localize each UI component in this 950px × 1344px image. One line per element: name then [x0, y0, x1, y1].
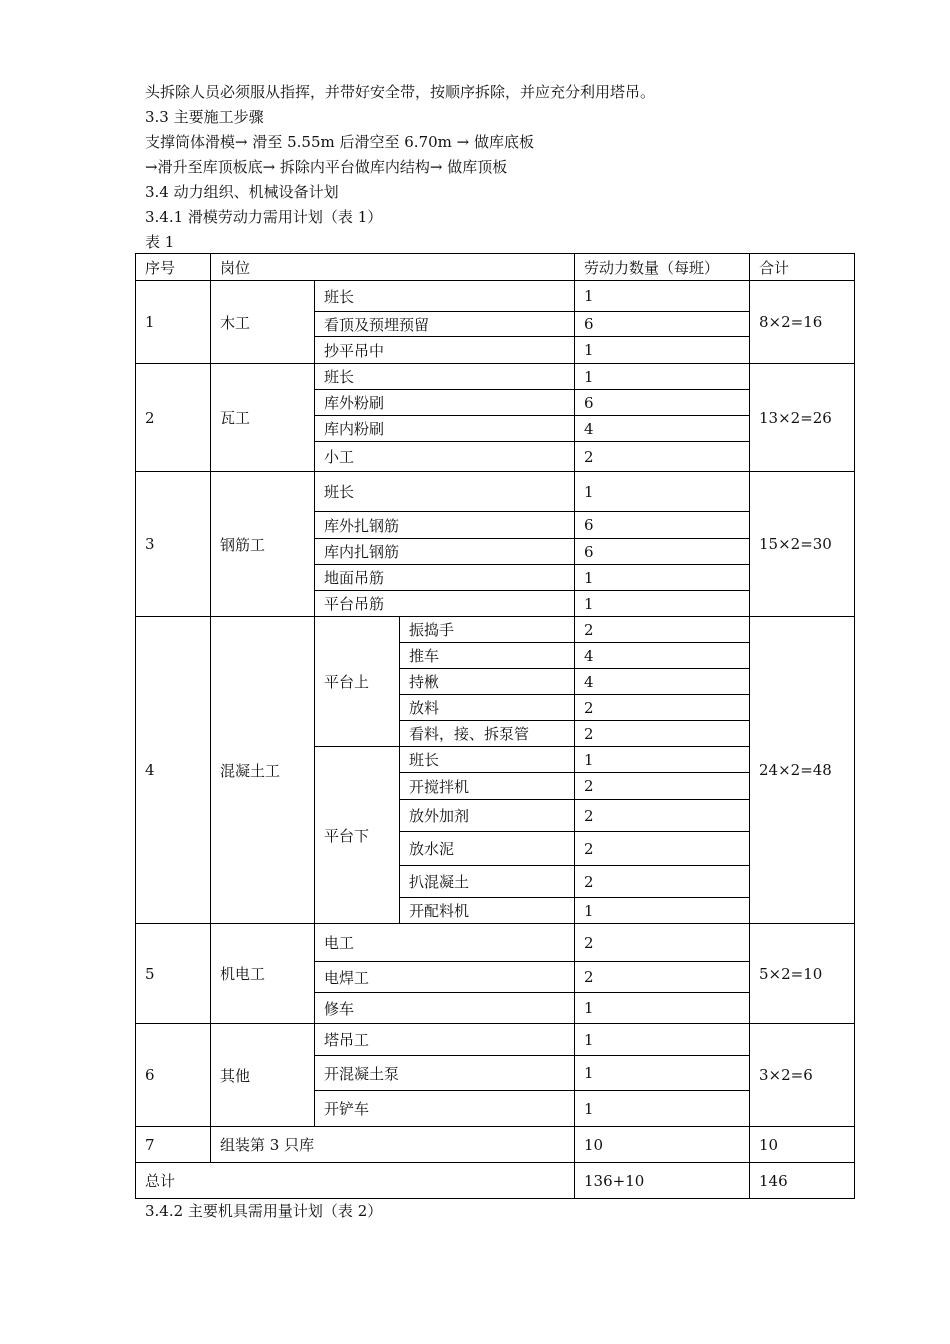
- count-cell: 4: [574, 642, 750, 669]
- group-seq: 4: [135, 616, 211, 924]
- role-cell: 看料，接、拆泵管: [399, 720, 575, 747]
- steps-line-1: 支撑筒体滑模→ 滑至 5.55m 后滑空至 6.70m → 做库底板: [145, 133, 534, 151]
- role-cell: 抄平吊中: [314, 336, 575, 364]
- group-seq: 2: [135, 363, 211, 472]
- count-cell: 6: [574, 538, 750, 565]
- header-total: 合计: [749, 253, 855, 281]
- group-seq: 5: [135, 923, 211, 1024]
- role-cell: 持楸: [399, 668, 575, 695]
- count-cell: 2: [574, 961, 750, 993]
- role-cell: 放外加剂: [399, 799, 575, 832]
- count-cell: 1: [574, 336, 750, 364]
- role-cell: 推车: [399, 642, 575, 669]
- role-cell: 库外粉刷: [314, 389, 575, 416]
- section-heading-3-4-1: 3.4.1 滑模劳动力需用计划（表 1）: [145, 208, 383, 226]
- count-cell: 2: [574, 923, 750, 962]
- role-cell: 库外扎钢筋: [314, 511, 575, 539]
- role-cell: 修车: [314, 992, 575, 1024]
- role-cell: 塔吊工: [314, 1023, 575, 1056]
- count-cell: 1: [574, 1055, 750, 1091]
- section-heading-3-3: 3.3 主要施工步骤: [145, 108, 264, 126]
- role-cell: 看顶及预埋预留: [314, 311, 575, 337]
- role-cell: 开搅拌机: [399, 772, 575, 800]
- count-cell: 2: [574, 772, 750, 800]
- count-cell: 6: [574, 311, 750, 337]
- role-cell: 开混凝土泵: [314, 1055, 575, 1091]
- count-cell: 4: [574, 415, 750, 442]
- row7-total: 10: [749, 1126, 855, 1163]
- role-cell: 扒混凝土: [399, 865, 575, 898]
- subgroup-name: 平台下: [314, 746, 400, 924]
- intro-paragraph: 头拆除人员必须服从指挥，并带好安全带，按顺序拆除，并应充分利用塔吊。: [145, 83, 656, 101]
- role-cell: 班长: [314, 280, 575, 312]
- count-cell: 2: [574, 441, 750, 472]
- role-cell: 班长: [399, 746, 575, 773]
- role-cell: 地面吊筋: [314, 564, 575, 591]
- count-cell: 1: [574, 363, 750, 390]
- steps-line-2: →滑升至库顶板底→ 拆除内平台做库内结构→ 做库顶板: [145, 158, 508, 176]
- count-cell: 6: [574, 389, 750, 416]
- count-cell: 6: [574, 511, 750, 539]
- role-cell: 班长: [314, 363, 575, 390]
- section-heading-3-4: 3.4 动力组织、机械设备计划: [145, 183, 339, 201]
- group-seq: 1: [135, 280, 211, 364]
- section-heading-3-4-2: 3.4.2 主要机具需用量计划（表 2）: [145, 1202, 383, 1220]
- count-cell: 2: [574, 720, 750, 747]
- role-cell: 库内粉刷: [314, 415, 575, 442]
- count-cell: 2: [574, 799, 750, 832]
- group-total: 3×2=6: [749, 1023, 855, 1127]
- count-cell: 1: [574, 746, 750, 773]
- role-cell: 电焊工: [314, 961, 575, 993]
- group-name: 木工: [210, 280, 315, 364]
- table-caption: 表 1: [145, 233, 175, 251]
- group-name: 瓦工: [210, 363, 315, 472]
- count-cell: 1: [574, 992, 750, 1024]
- role-cell: 电工: [314, 923, 575, 962]
- role-cell: 振捣手: [399, 616, 575, 643]
- role-cell: 开铲车: [314, 1090, 575, 1127]
- header-seq: 序号: [135, 253, 211, 281]
- role-cell: 库内扎钢筋: [314, 538, 575, 565]
- count-cell: 2: [574, 616, 750, 643]
- count-cell: 4: [574, 668, 750, 695]
- grand-total-value: 146: [749, 1162, 855, 1199]
- grand-total-label: 总计: [135, 1162, 575, 1199]
- row7-seq: 7: [135, 1126, 211, 1163]
- row7-name: 组装第 3 只库: [210, 1126, 575, 1163]
- group-name: 其他: [210, 1023, 315, 1127]
- group-name: 机电工: [210, 923, 315, 1024]
- group-total: 24×2=48: [749, 616, 855, 924]
- count-cell: 1: [574, 1090, 750, 1127]
- role-cell: 放水泥: [399, 831, 575, 866]
- header-labor: 劳动力数量（每班）: [574, 253, 750, 281]
- count-cell: 1: [574, 280, 750, 312]
- row7-count: 10: [574, 1126, 750, 1163]
- count-cell: 1: [574, 564, 750, 591]
- role-cell: 开配料机: [399, 897, 575, 924]
- group-total: 8×2=16: [749, 280, 855, 364]
- header-post: 岗位: [210, 253, 575, 281]
- group-seq: 3: [135, 471, 211, 617]
- group-total: 13×2=26: [749, 363, 855, 472]
- subgroup-name: 平台上: [314, 616, 400, 747]
- role-cell: 放料: [399, 694, 575, 721]
- count-cell: 1: [574, 1023, 750, 1056]
- count-cell: 2: [574, 694, 750, 721]
- count-cell: 2: [574, 831, 750, 866]
- group-name: 混凝土工: [210, 616, 315, 924]
- role-cell: 小工: [314, 441, 575, 472]
- grand-total-count: 136+10: [574, 1162, 750, 1199]
- role-cell: 平台吊筋: [314, 590, 575, 617]
- role-cell: 班长: [314, 471, 575, 512]
- group-seq: 6: [135, 1023, 211, 1127]
- group-name: 钢筋工: [210, 471, 315, 617]
- count-cell: 1: [574, 590, 750, 617]
- group-total: 15×2=30: [749, 471, 855, 617]
- count-cell: 2: [574, 865, 750, 898]
- count-cell: 1: [574, 897, 750, 924]
- group-total: 5×2=10: [749, 923, 855, 1024]
- count-cell: 1: [574, 471, 750, 512]
